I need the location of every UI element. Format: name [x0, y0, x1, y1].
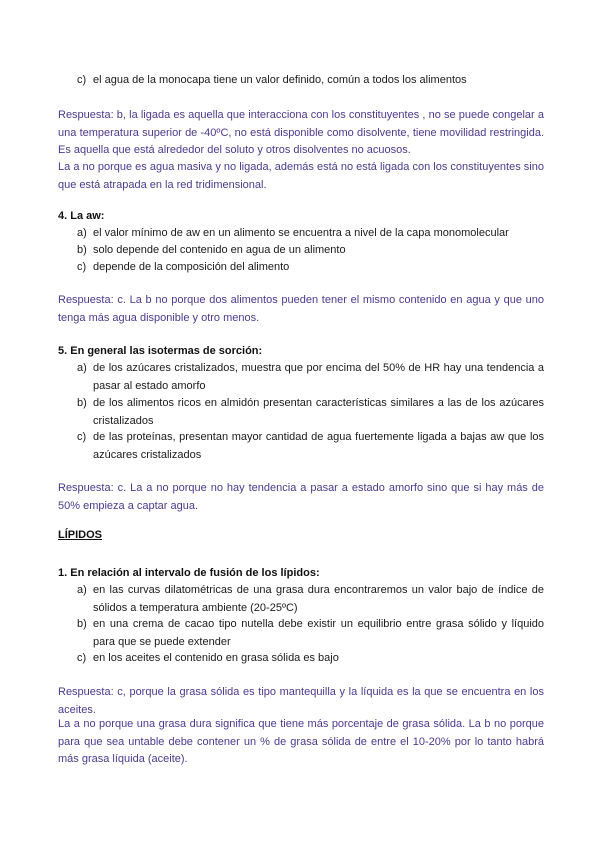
option-text-line2: cristalizados	[93, 414, 154, 427]
option-label: b)	[77, 618, 87, 630]
l1-answer-p1: Respuesta: c, porque la grasa sólida es tipo mantequilla y la líquida es la que se encuentra en los aceites.	[58, 686, 544, 716]
answer-prev-p2: La a no porque es agua masiva y no ligada, además está no está ligada con los constituyentes sino que está atrapada en la red tridimensional.	[58, 161, 544, 191]
option-label: a)	[77, 227, 87, 239]
option-text-line1: de los azúcares cristalizados, muestra que por encima del 50% de HR hay una tendencia a	[93, 362, 544, 374]
option-text: depende de la composición del alimento	[93, 261, 290, 273]
option-text: en los aceites el contenido en grasa sólida es bajo	[93, 652, 339, 664]
option-label: b)	[77, 244, 87, 256]
l1-option-b	[77, 616, 544, 651]
option-label: c)	[77, 74, 87, 86]
l1-answer-p2: La a no porque una grasa dura significa que tiene más porcentaje de grasa sólida. La b no porque para que sea untable debe contener un % de grasa sólida de entre el 10-20% por lo tanto habrá más grasa líquida (aceite).	[58, 718, 544, 765]
q5-option-c	[77, 429, 544, 464]
option-text: solo depende del contenido en agua de un alimento	[93, 244, 346, 256]
option-text-line1: de los alimentos ricos en almidón presentan características similares a las de los azúcares	[93, 397, 544, 409]
option-label: c)	[77, 261, 87, 273]
q5-option-a	[77, 360, 544, 395]
q4-option-b	[77, 242, 544, 260]
option-label: a)	[77, 362, 87, 374]
option-text-line2: sólidos a temperatura ambiente (20-25ºC)	[93, 601, 298, 614]
option-text-line1: en una crema de cacao tipo nutella debe existir un equilibrio entre grasa sólido y líquido	[93, 618, 544, 630]
option-text: el agua de la monocapa tiene un valor definido, común a todos los alimentos	[93, 74, 467, 86]
option-text-line2: para que se puede extender	[93, 635, 231, 648]
option-text-line1: de las proteínas, presentan mayor cantidad de agua fuertemente ligada a bajas aw que los	[93, 431, 544, 443]
option-label: c)	[77, 652, 87, 664]
option-label: b)	[77, 397, 87, 409]
option-text-line2: azúcares cristalizados	[93, 448, 202, 461]
q4-option-a	[77, 225, 544, 243]
answer-prev-p1: Respuesta: b, la ligada es aquella que interacciona con los constituyentes , no se puede congelar a una temperatura superior de -40ºC, no está disponible como disolvente, tiene movilidad restringida. Es aquella que está alrededor del soluto y otros disolventes no acuosos.	[58, 109, 544, 156]
q5-answer: Respuesta: c. La a no porque no hay tendencia a pasar a estado amorfo sino que si hay más de 50% empieza a captar agua.	[58, 482, 544, 512]
lipids-question-1-title: 1. En relación al intervalo de fusión de los lípidos:	[58, 567, 320, 579]
option-text-line1: en las curvas dilatométricas de una grasa dura encontraremos un valor bajo de índice de	[93, 584, 544, 596]
option-text: el valor mínimo de aw en un alimento se encuentra a nivel de la capa monomolecular	[93, 227, 509, 239]
option-label: a)	[77, 584, 87, 596]
question-4-title: 4. La aw:	[58, 210, 105, 222]
section-heading: LÍPIDOS	[58, 529, 103, 541]
option-label: c)	[77, 431, 87, 443]
l1-option-a	[77, 582, 544, 617]
q5-option-b	[77, 395, 544, 430]
l1-option-c	[77, 650, 544, 668]
q4-option-c	[77, 259, 544, 277]
q4-answer: Respuesta: c. La b no porque dos alimentos pueden tener el mismo contenido en agua y que uno tenga más agua disponible y otro menos.	[58, 294, 544, 324]
prev-option-c	[77, 72, 544, 90]
question-5-title: 5. En general las isotermas de sorción:	[58, 345, 263, 357]
option-text-line2: pasar al estado amorfo	[93, 379, 206, 392]
